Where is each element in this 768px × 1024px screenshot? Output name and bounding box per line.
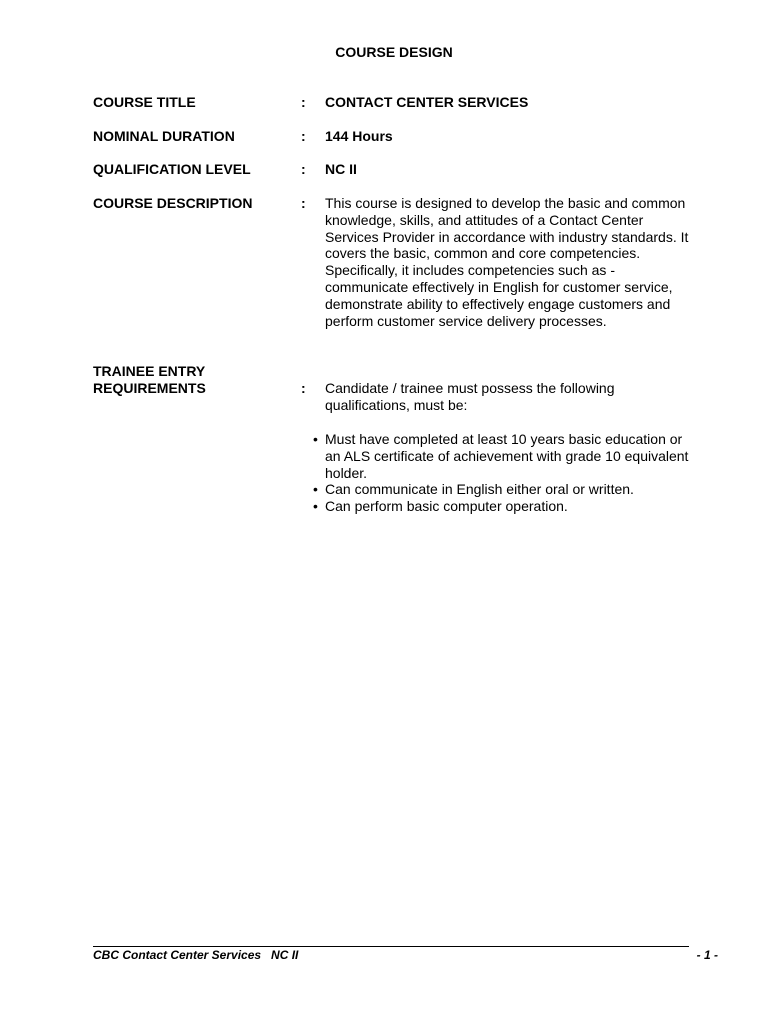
requirement-text: Can communicate in English either oral or written.: [325, 481, 634, 498]
nominal-duration-separator: :: [301, 128, 306, 144]
course-title-separator: :: [301, 94, 306, 110]
course-title-label: COURSE TITLE: [93, 94, 196, 110]
list-item: [313, 498, 697, 515]
bullet-icon: •: [313, 431, 318, 447]
document-title: COURSE DESIGN: [335, 44, 453, 60]
trainee-entry-separator: :: [301, 380, 306, 396]
trainee-entry-label: [93, 363, 293, 397]
footer-course-name: CBC Contact Center Services NC II: [93, 948, 299, 962]
nominal-duration-value: 144 Hours: [325, 128, 393, 144]
trainee-entry-label-line2: REQUIREMENTS: [93, 380, 206, 396]
trainee-entry-text: Candidate / trainee must possess the following qualifications, must be:: [325, 380, 615, 413]
bullet-icon: •: [313, 481, 318, 498]
requirements-list: [313, 431, 713, 515]
footer-page-number: - 1 -: [696, 948, 718, 962]
course-description-separator: :: [301, 195, 306, 211]
requirement-text: Must have completed at least 10 years basic education or an ALS certificate of achievement with grade 10 equivalent holder.: [325, 431, 689, 481]
qualification-level-value: NC II: [325, 161, 357, 177]
footer-divider: [93, 946, 689, 947]
qualification-level-separator: :: [301, 161, 306, 177]
list-item: [313, 481, 697, 498]
bullet-icon: •: [313, 498, 318, 515]
requirement-text: Can perform basic computer operation.: [325, 498, 568, 515]
list-item: [313, 431, 697, 481]
nominal-duration-label: NOMINAL DURATION: [93, 128, 235, 144]
qualification-level-label: QUALIFICATION LEVEL: [93, 161, 251, 177]
course-title-value: CONTACT CENTER SERVICES: [325, 94, 529, 110]
course-description-text: This course is designed to develop the basic and common knowledge, skills, and attitudes of a Contact Center Services Provider in accordance with industry standards. It covers the basic, common and core competencies. Specifically, it includes competencies such as - communicate effectively in English for customer service, demonstrate ability to effectively engage customers and perform customer service delivery processes.: [325, 195, 689, 329]
course-description-label: COURSE DESCRIPTION: [93, 195, 253, 211]
trainee-entry-label-line1: TRAINEE ENTRY: [93, 363, 206, 379]
